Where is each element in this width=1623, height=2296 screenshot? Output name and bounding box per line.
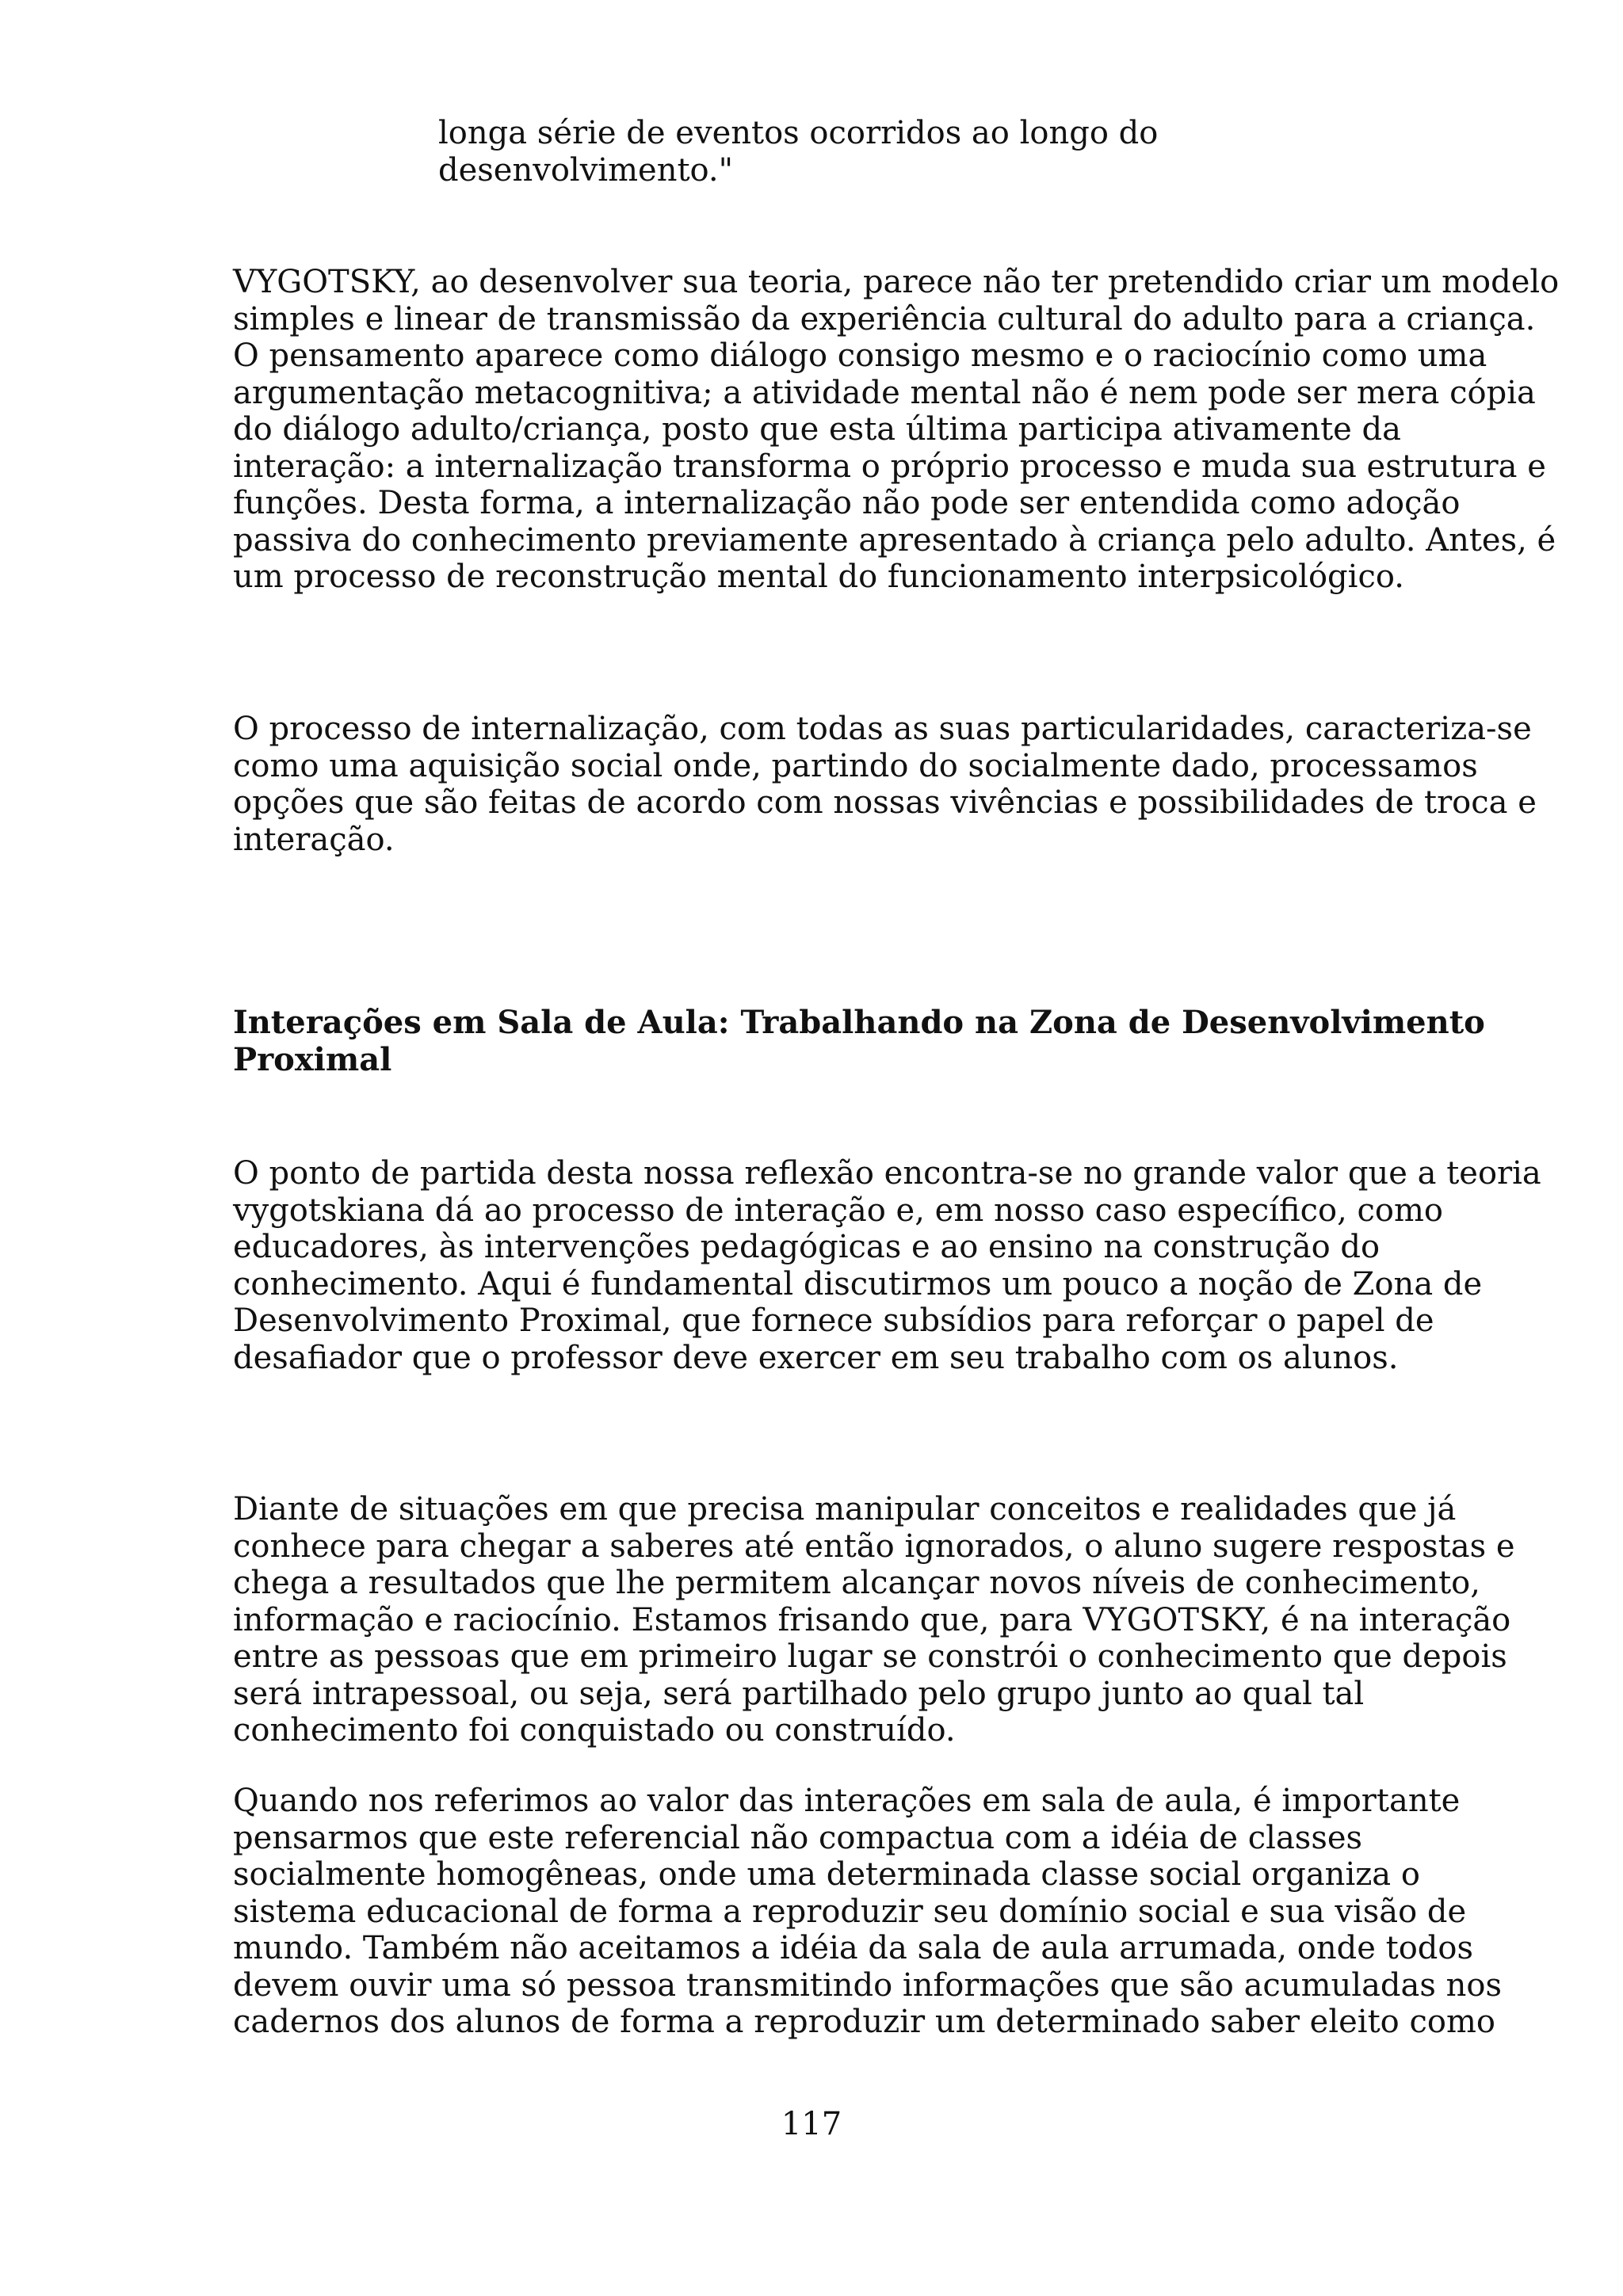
text-line: chega a resultados que lhe permitem alcançar novos níveis de conhecimento, — [233, 1565, 1480, 1601]
text-line: conhece para chegar a saberes até então ignorados, o aluno sugere respostas e — [233, 1527, 1515, 1565]
text-line: funções. Desta forma, a internalização não pode ser entendida como adoção — [233, 485, 1461, 521]
text-line: Desenvolvimento Proximal, que fornece subsídios para reforçar o papel de — [233, 1302, 1434, 1339]
heading-line: Interações em Sala de Aula: Trabalhando na Zona de Desenvolvimento — [233, 1004, 1485, 1041]
text-line: O pensamento aparece como diálogo consigo mesmo e o raciocínio como uma — [233, 338, 1487, 374]
text-line: argumentação metacognitiva; a atividade mental não é nem pode ser mera cópia — [233, 374, 1536, 411]
page-number: 117 — [781, 2106, 842, 2142]
section-heading — [233, 1005, 1517, 1078]
paragraph-4 — [233, 1491, 1517, 1749]
paragraph-2 — [233, 711, 1537, 858]
text-line: longa série de eventos ocorridos ao longo do — [438, 115, 1159, 151]
paragraph-3 — [233, 1155, 1541, 1376]
text-line: simples e linear de transmissão da experiência cultural do adulto para a criança. — [233, 300, 1536, 338]
paragraph-5 — [233, 1783, 1517, 2041]
text-line: passiva do conhecimento previamente apresentado à criança pelo adulto. Antes, é — [233, 521, 1556, 559]
text-line: interação. — [233, 821, 395, 858]
text-line: desenvolvimento." — [438, 151, 734, 189]
heading-line: Proximal — [233, 1040, 392, 1078]
text-line: conhecimento foi conquistado ou construído. — [233, 1712, 956, 1749]
text-line: VYGOTSKY, ao desenvolver sua teoria, parece não ter pretendido criar um modelo — [233, 264, 1560, 300]
text-line: cadernos dos alunos de forma a reproduzir um determinado saber eleito como — [233, 2004, 1495, 2040]
text-line: opções que são feitas de acordo com nossas vivências e possibilidades de troca e — [233, 784, 1537, 821]
text-line: como uma aquisição social onde, partindo do socialmente dado, processamos — [233, 747, 1478, 784]
text-line: O ponto de partida desta nossa reflexão encontra-se no grande valor que a teoria — [233, 1155, 1541, 1192]
text-line: desafiador que o professor deve exercer em seu trabalho com os alunos. — [233, 1339, 1399, 1376]
text-line: socialmente homogêneas, onde uma determinada classe social organiza o — [233, 1856, 1420, 1893]
text-line: vygotskiana dá ao processo de interação e, em nosso caso específico, como — [233, 1192, 1443, 1229]
text-line: educadores, às intervenções pedagógicas e ao ensino na construção do — [233, 1229, 1381, 1265]
text-line: entre as pessoas que em primeiro lugar se constrói o conhecimento que depois — [233, 1638, 1507, 1675]
quote-continuation — [438, 115, 1389, 189]
text-line: sistema educacional de forma a reproduzir seu domínio social e sua visão de — [233, 1893, 1467, 1930]
text-line: O processo de internalização, com todas as suas particularidades, caracteriza-se — [233, 711, 1532, 747]
text-line: interação: a internalização transforma o próprio processo e muda sua estrutura e — [233, 448, 1546, 485]
text-line: pensarmos que este referencial não compactua com a idéia de classes — [233, 1819, 1363, 1856]
text-line: do diálogo adulto/criança, posto que esta última participa ativamente da — [233, 411, 1402, 448]
text-line: Quando nos referimos ao valor das interações em sala de aula, é importante — [233, 1783, 1461, 1819]
text-line: será intrapessoal, ou seja, será partilhado pelo grupo junto ao qual tal — [233, 1675, 1365, 1712]
text-line: informação e raciocínio. Estamos frisando que, para VYGOTSKY, é na interação — [233, 1601, 1511, 1638]
paragraph-1 — [233, 264, 1560, 596]
text-line: devem ouvir uma só pessoa transmitindo informações que são acumuladas nos — [233, 1966, 1502, 2004]
text-line: conhecimento. Aqui é fundamental discutirmos um pouco a noção de Zona de — [233, 1265, 1483, 1302]
text-line: um processo de reconstrução mental do funcionamento interpsicológico. — [233, 559, 1404, 595]
text-line: Diante de situações em que precisa manipular conceitos e realidades que já — [233, 1491, 1457, 1527]
text-line: mundo. Também não aceitamos a idéia da sala de aula arrumada, onde todos — [233, 1930, 1473, 1966]
